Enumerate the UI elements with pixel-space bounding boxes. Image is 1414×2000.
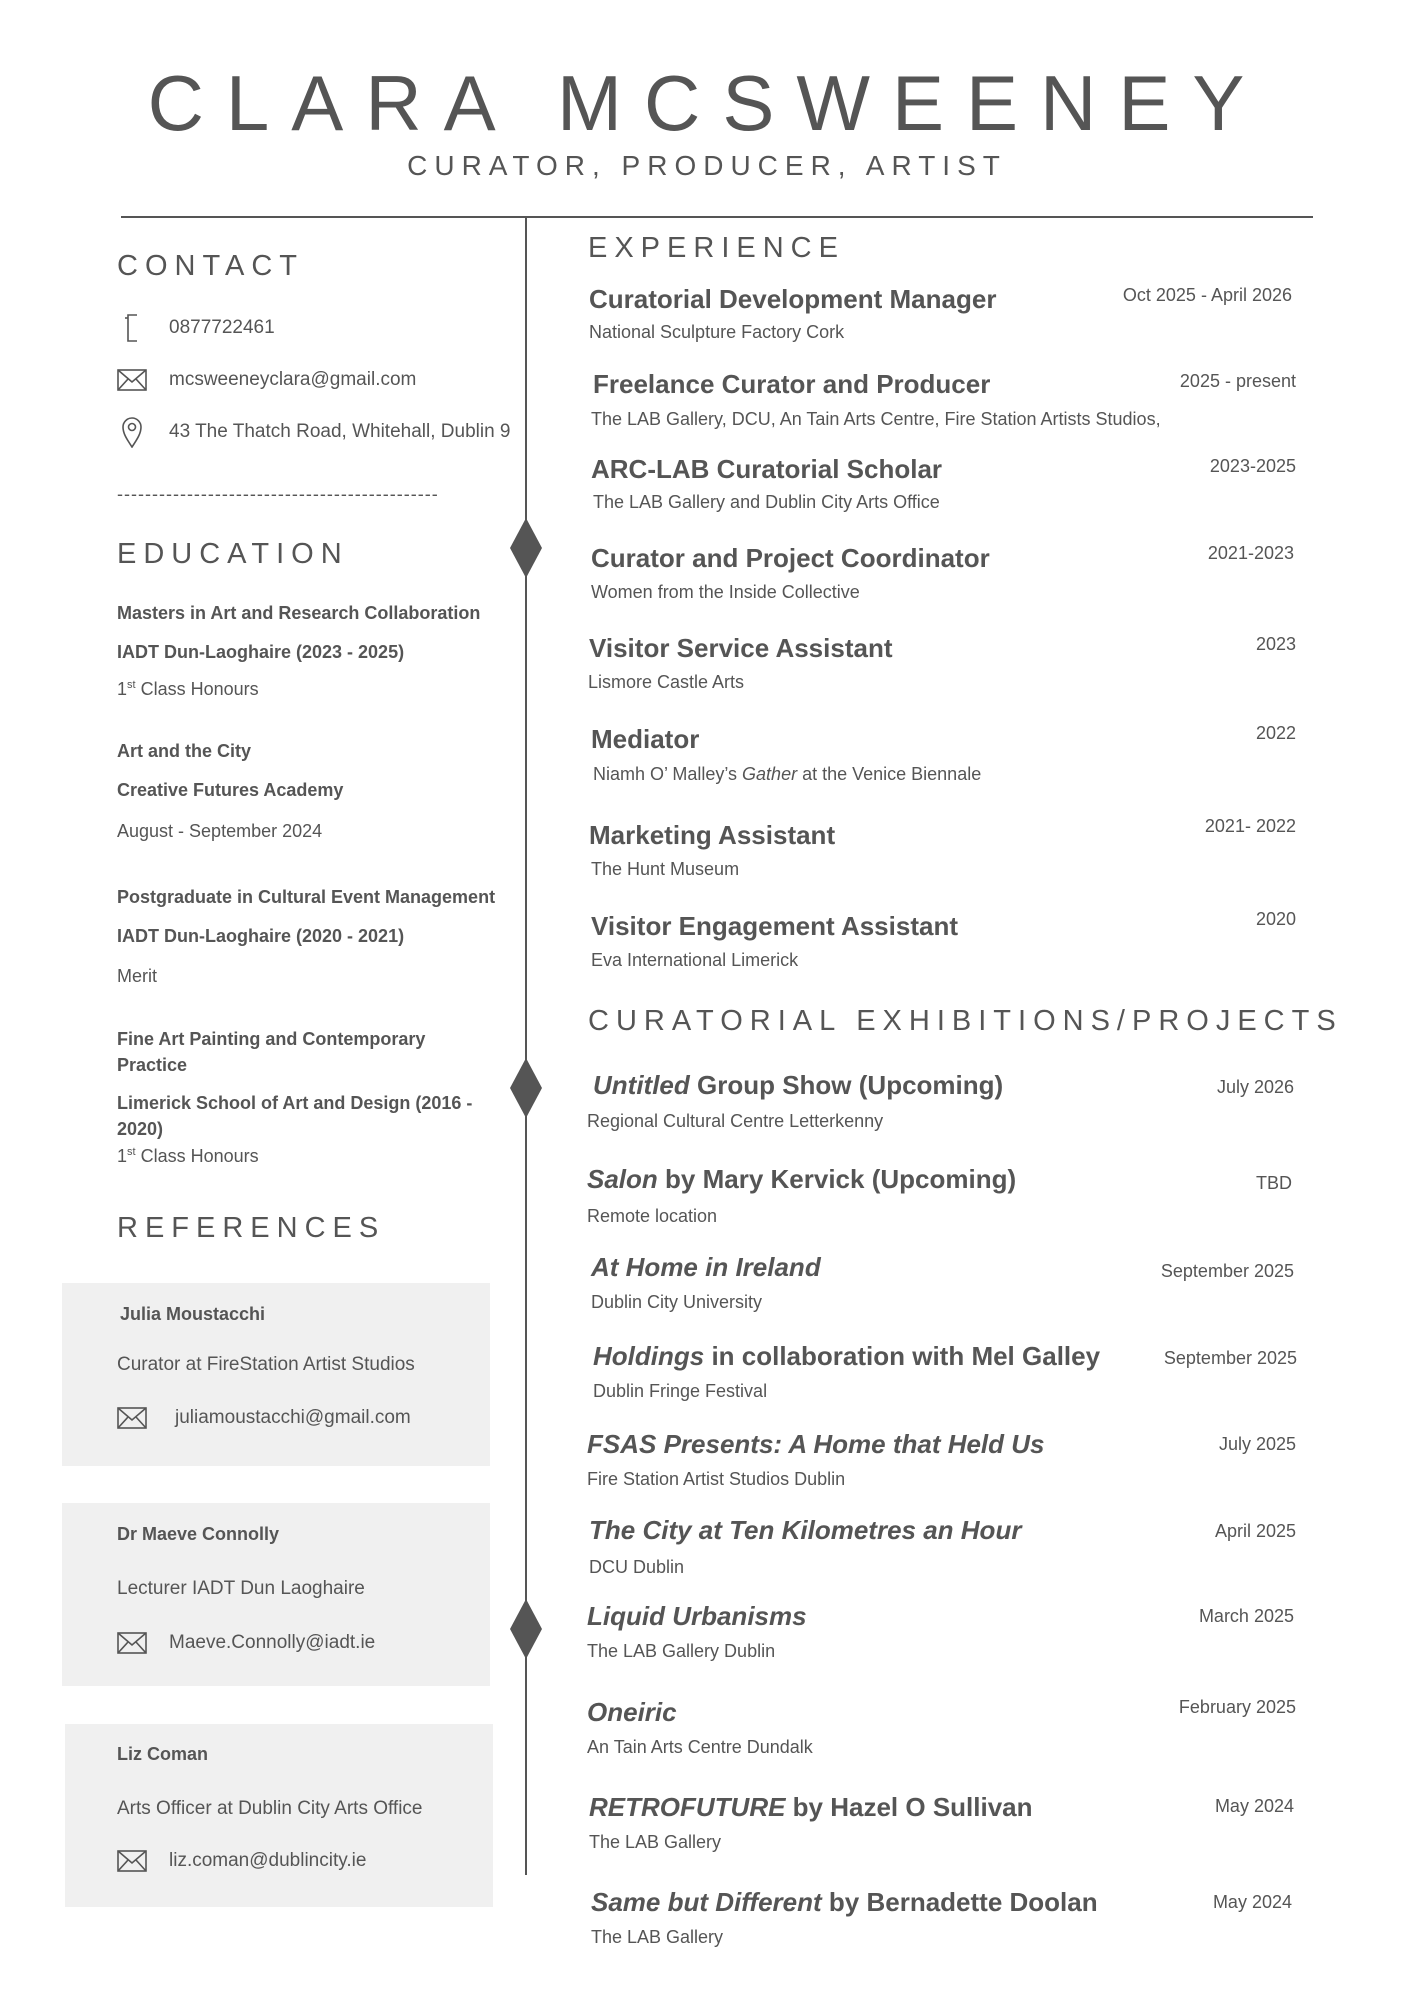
job-organisation: Lismore Castle Arts: [588, 672, 745, 692]
exhibition-date: TBD: [1256, 1173, 1292, 1193]
reference-email: [117, 1628, 375, 1658]
contact-address: [117, 415, 511, 449]
diamond-ornament: [510, 1058, 542, 1118]
exhibition-date: May 2024: [1212, 1892, 1292, 1912]
job-organisation: The Hunt Museum: [591, 859, 740, 879]
exhibition-date: March 2025: [1198, 1606, 1294, 1626]
job-date: 2021- 2022: [1204, 816, 1296, 836]
reference-email: [117, 1846, 366, 1876]
reference-role: Arts Officer at Dublin City Arts Office: [117, 1798, 423, 1819]
exhibition-title: Salon by Mary Kervick (Upcoming): [587, 1164, 1017, 1194]
reference-email-text[interactable]: juliamoustacchi@gmail.com: [175, 1407, 411, 1428]
exhibition-title: The City at Ten Kilometres an Hour: [589, 1515, 1022, 1545]
reference-name: Julia Moustacchi: [120, 1304, 266, 1324]
education-institution: Creative Futures Academy: [117, 780, 344, 800]
reference-email: [117, 1403, 411, 1433]
exhibition-date: February 2025: [1178, 1697, 1296, 1717]
job-date: Oct 2025 - April 2026: [1122, 285, 1292, 305]
exhibition-venue: The LAB Gallery Dublin: [587, 1641, 776, 1661]
exhibition-date: April 2025: [1214, 1521, 1296, 1541]
education-institution: Limerick School of Art and Design (2016 - 2020): [117, 1093, 473, 1139]
reference-email-text[interactable]: liz.coman@dublincity.ie: [169, 1850, 367, 1871]
mail-icon: [117, 1632, 147, 1654]
job-organisation: Women from the Inside Collective: [591, 582, 860, 602]
exhibition-title: Liquid Urbanisms: [587, 1601, 807, 1631]
contact-heading: CONTACT: [117, 250, 305, 282]
exhibition-title: At Home in Ireland: [591, 1252, 821, 1282]
reference-role: Lecturer IADT Dun Laoghaire: [117, 1578, 365, 1599]
references-heading: REFERENCES: [117, 1212, 386, 1244]
reference-email-text[interactable]: Maeve.Connolly@iadt.ie: [169, 1632, 376, 1653]
diamond-ornament: [510, 1599, 542, 1659]
contact-email: [117, 363, 416, 397]
exhibition-venue: An Tain Arts Centre Dundalk: [587, 1737, 813, 1757]
job-organisation: National Sculpture Factory Cork: [589, 322, 845, 342]
contact-phone: [117, 311, 275, 345]
education-result: August - September 2024: [117, 821, 323, 841]
job-date: 2021-2023: [1207, 543, 1294, 563]
exhibition-venue: Regional Cultural Centre Letterkenny: [587, 1111, 884, 1131]
job-title: Visitor Engagement Assistant: [591, 911, 958, 941]
candidate-name: CLARA MCSWEENEY: [147, 59, 1267, 147]
education-title: Postgraduate in Cultural Event Management: [117, 887, 496, 907]
exhibition-date: September 2025: [1160, 1261, 1294, 1281]
education-institution: IADT Dun-Laoghaire (2020 - 2021): [117, 926, 405, 946]
exhibition-date: September 2025: [1163, 1348, 1297, 1368]
exhibition-title: Oneiric: [587, 1697, 677, 1727]
experience-heading: EXPERIENCE: [588, 232, 845, 264]
job-organisation: The LAB Gallery, DCU, An Tain Arts Centre, Fire Station Artists Studios,: [591, 409, 1161, 429]
exhibition-venue: The LAB Gallery: [591, 1927, 724, 1947]
reference-name: Liz Coman: [117, 1744, 209, 1764]
phone-icon: [117, 313, 147, 343]
exhibition-title: Same but Different by Bernadette Doolan: [591, 1887, 1098, 1917]
exhibition-title: Untitled Group Show (Upcoming): [593, 1070, 1004, 1100]
exhibition-date: July 2025: [1218, 1434, 1296, 1454]
exhibition-title: FSAS Presents: A Home that Held Us: [587, 1429, 1045, 1459]
education-title: Art and the City: [117, 741, 252, 761]
location-pin-icon: [117, 417, 147, 447]
exhibition-venue: Dublin City University: [591, 1292, 763, 1312]
exhibition-venue: DCU Dublin: [589, 1557, 685, 1577]
exhibition-date: July 2026: [1216, 1077, 1294, 1097]
exhibition-venue: Remote location: [587, 1206, 718, 1226]
exhibition-date: May 2024: [1214, 1796, 1294, 1816]
job-title: Curator and Project Coordinator: [591, 543, 990, 573]
job-date: 2022: [1255, 723, 1296, 743]
diamond-ornament: [510, 518, 542, 578]
job-title: Marketing Assistant: [589, 820, 836, 850]
phone-number: 0877722461: [169, 317, 275, 338]
job-date: 2025 - present: [1179, 371, 1296, 391]
exhibition-title: RETROFUTURE by Hazel O Sullivan: [589, 1792, 1033, 1822]
mail-icon: [117, 365, 147, 395]
exhibitions-heading: CURATORIAL EXHIBITIONS/PROJECTS: [588, 1005, 1343, 1037]
job-title: Mediator: [591, 724, 700, 754]
education-result: 1st Class Honours: [117, 1146, 259, 1166]
exhibition-venue: Fire Station Artist Studios Dublin: [587, 1469, 846, 1489]
job-title: Freelance Curator and Producer: [593, 369, 991, 399]
education-result: Merit: [117, 966, 157, 986]
email-address[interactable]: mcsweeneyclara@gmail.com: [169, 369, 417, 390]
candidate-subtitle: CURATOR, PRODUCER, ARTIST: [407, 150, 1007, 181]
job-organisation: Niamh O’ Malley’s Gather at the Venice Biennale: [593, 764, 982, 784]
contact-divider: ----------------------------------------------: [117, 484, 439, 504]
education-title: Masters in Art and Research Collaboration: [117, 603, 481, 623]
address-text: 43 The Thatch Road, Whitehall, Dublin 9: [169, 421, 511, 442]
job-title: Curatorial Development Manager: [589, 284, 997, 314]
mail-icon: [117, 1850, 147, 1872]
exhibition-venue: The LAB Gallery: [589, 1832, 722, 1852]
job-organisation: Eva International Limerick: [591, 950, 799, 970]
exhibition-venue: Dublin Fringe Festival: [593, 1381, 768, 1401]
header-divider: [121, 216, 1313, 218]
job-date: 2023: [1255, 634, 1296, 654]
job-title: ARC-LAB Curatorial Scholar: [591, 454, 943, 484]
job-date: 2020: [1255, 909, 1296, 929]
education-heading: EDUCATION: [117, 538, 349, 570]
reference-role: Curator at FireStation Artist Studios: [117, 1354, 415, 1375]
exhibition-title: Holdings in collaboration with Mel Galley: [593, 1341, 1101, 1371]
mail-icon: [117, 1407, 147, 1429]
reference-name: Dr Maeve Connolly: [117, 1524, 280, 1544]
job-organisation: The LAB Gallery and Dublin City Arts Office: [593, 492, 940, 512]
education-institution: IADT Dun-Laoghaire (2023 - 2025): [117, 642, 405, 662]
education-title: Fine Art Painting and Contemporary Practice: [117, 1029, 426, 1075]
job-date: 2023-2025: [1209, 456, 1296, 476]
education-result: 1st Class Honours: [117, 679, 259, 699]
job-title: Visitor Service Assistant: [589, 633, 893, 663]
